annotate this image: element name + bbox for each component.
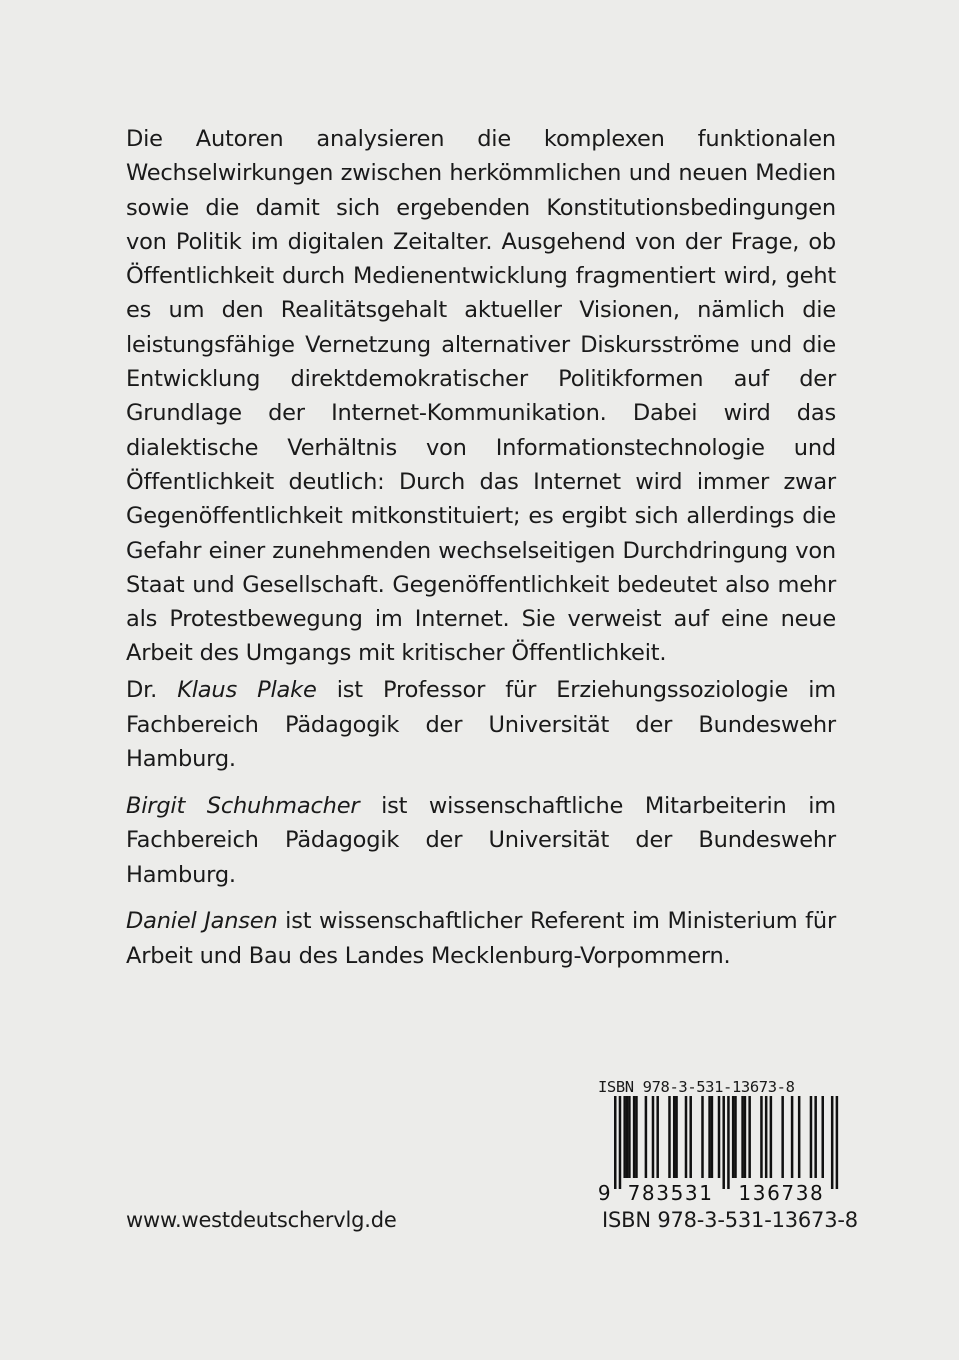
barcode-bar — [675, 1096, 678, 1178]
author-name: Klaus Plake — [177, 677, 317, 703]
barcode-bar — [836, 1096, 839, 1189]
barcode-bar — [635, 1096, 638, 1178]
isbn-number: ISBN 978-3-531-13673-8 — [602, 1208, 858, 1232]
bio-text: ist Professor für Erziehungssoziologie im Fachbereich Pädagogik der Universität der Bundeswehr Hamburg. — [126, 677, 837, 772]
author-bio — [126, 904, 836, 973]
isbn-barcode — [598, 1078, 842, 1204]
barcode-bar — [633, 1096, 636, 1178]
barcode-icon — [598, 1096, 842, 1204]
barcode-bar — [626, 1096, 629, 1178]
barcode-bar — [619, 1096, 622, 1189]
barcode-bar — [727, 1096, 730, 1189]
barcode-digits: 9 — [598, 1181, 613, 1204]
author-bios — [126, 673, 836, 985]
author-bio — [126, 673, 836, 777]
barcode-bar — [623, 1096, 626, 1178]
barcode-bar — [814, 1096, 817, 1178]
barcode-bar — [734, 1096, 737, 1178]
barcode-bar — [821, 1096, 824, 1178]
barcode-bar — [685, 1096, 688, 1178]
barcode-bar — [831, 1096, 834, 1189]
barcode-bar — [744, 1096, 747, 1178]
barcode-digits: 136738 — [738, 1181, 825, 1204]
barcode-bar — [781, 1096, 784, 1178]
barcode-bar — [798, 1096, 801, 1178]
barcode-bar — [701, 1096, 704, 1178]
blurb-text: Die Autoren analysieren die komplexen funktionalen Wechselwirkungen zwischen herkömmlichen und neuen Medien sowie die damit sich ergebenden Konstitutionsbedingungen von Politik im digitalen Zeitalter. Ausgehend von der Frage, ob Öffentlichkeit durch Medienentwicklung fragmentiert wird, geht es um den Realitätsgehalt aktueller Visionen, nämlich die leistungsfähige Vernetzung alternativer Diskursströme und die Entwicklung direktdemokratischer Politikformen auf der Grundlage der Internet-Kommunikation. Dabei wird das dialektische Verhältnis von Informationstechnologie und Öffentlichkeit deutlich: Durch das Internet wird immer zwar Gegenöffentlichkeit mitkonstituiert; es ergibt sich allerdings die Gefahr einer zunehmenden wechselseitigen Durchdringung von Staat und Gesellschaft. Gegenöffentlichkeit bedeutet also mehr als Protestbewegung im Internet. Sie verweist auf eine neue Arbeit des Umgangs mit kritischer Öffentlichkeit. — [126, 126, 836, 667]
barcode-bar — [628, 1096, 631, 1178]
barcode-bar — [791, 1096, 794, 1178]
barcode-bar — [722, 1096, 725, 1189]
barcode-bar — [708, 1096, 711, 1178]
barcode-bar — [614, 1096, 617, 1189]
barcode-bar — [718, 1096, 721, 1178]
barcode-bar — [770, 1096, 773, 1178]
barcode-isbn-label: ISBN 978-3-531-13673-8 — [598, 1078, 795, 1096]
barcode-bar — [711, 1096, 714, 1178]
barcode-bar — [652, 1096, 655, 1178]
barcode-bar — [668, 1096, 671, 1178]
author-name: Birgit Schuhmacher — [126, 792, 360, 819]
barcode-bar — [732, 1096, 735, 1178]
barcode-bar — [741, 1096, 744, 1178]
barcode-bar — [765, 1096, 768, 1178]
barcode-bar — [645, 1096, 648, 1178]
bio-text: ist wissenschaftlicher Referent im Ministerium für Arbeit und Bau des Landes Mecklenburg-Vorpommern. — [126, 908, 836, 969]
barcode-bar — [748, 1096, 751, 1178]
barcode-bar — [760, 1096, 763, 1178]
author-bio — [126, 789, 836, 893]
barcode-bar — [810, 1096, 813, 1178]
bio-text: ist wissenschaftliche Mitarbeiterin im Fachbereich Pädagogik der Universität der Bundeswehr Hamburg. — [126, 792, 836, 888]
barcode-bar — [689, 1096, 692, 1178]
barcode-digits: 783531 — [627, 1181, 714, 1204]
publisher-website: www.westdeutschervlg.de — [126, 1208, 397, 1232]
author-name: Daniel Jansen — [126, 908, 278, 934]
barcode-bar — [656, 1096, 659, 1178]
bio-prefix: Dr. — [126, 677, 178, 703]
barcode-bar — [673, 1096, 676, 1178]
